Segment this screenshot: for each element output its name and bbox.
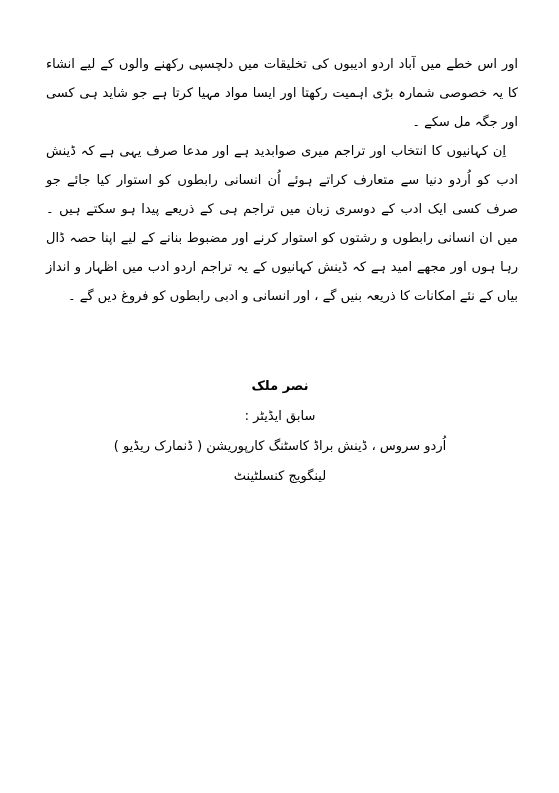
body-text	[46, 50, 518, 311]
signature-title: لینگویج کنسلٹینٹ	[233, 469, 327, 484]
signature-block	[60, 372, 500, 492]
paragraph-intro: اور اس خطے میں آباد اردو ادیبوں کی تخلیقات میں دلچسپی رکھنے والوں کے لیے انشاء کا یہ خصوصی شمارہ بڑی اہمیت رکھتا اور ایسا مواد مہیا کرتا ہے جو شاید ہی کسی اور جگہ مل سکے ۔	[46, 57, 518, 130]
signature-role: سابق ایڈیٹر :	[244, 409, 316, 424]
signature-name: نصر ملک	[251, 379, 309, 394]
paragraph-translation-note: اِن کہانیوں کا انتخاب اور تراجم میری صوابدید ہے اور مدعا صرف یہی ہے کہ ڈینش ادب کو اُردو دنیا سے متعارف کراتے ہوئے اُن انسانی رابطوں کو استوار کیا جائے جو صرف کسی ایک ادب کے دوسری زبان میں تراجم ہی کے ذریعے پیدا ہو سکتے ہیں ۔ میں ان انسانی رابطوں و رشتوں کو استوار کرنے اور مضبوط بنانے کے لیے اپنا حصہ ڈال رہا ہوں اور مجھے امید ہے کہ ڈینش کہانیوں کے یہ تراجم اردو ادب میں اظہار و انداز بیاں کے نئے امکانات کا ذریعہ بنیں گے ، اور انسانی و ادبی رابطوں کو فروغ دیں گے ۔	[46, 144, 518, 304]
signature-organization: اُردو سروس ، ڈینش براڈ کاسٹنگ کارپوریشن ( ڈنمارک ریڈیو )	[113, 439, 447, 454]
